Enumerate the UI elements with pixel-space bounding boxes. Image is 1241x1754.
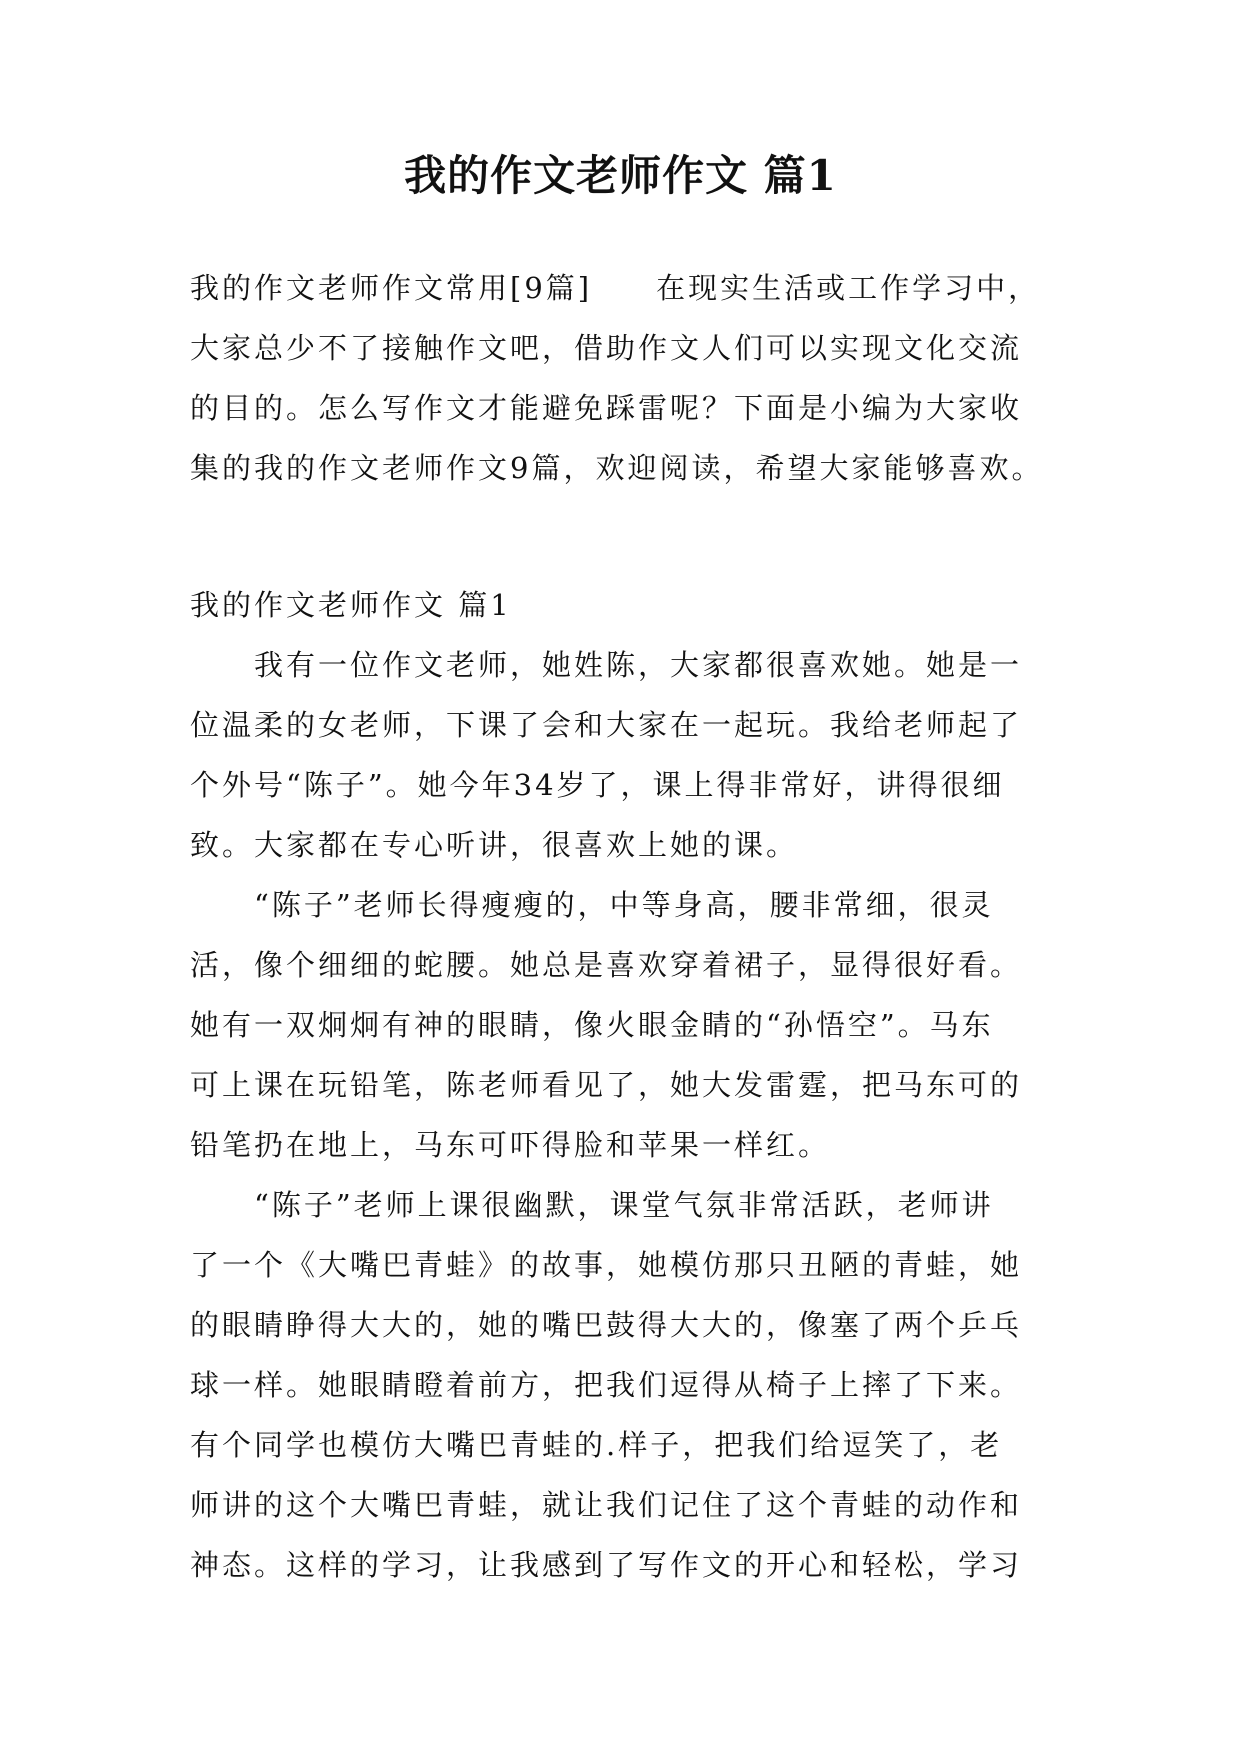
document-title: 我的作文老师作文 篇1 [404,151,837,200]
intro-line: 集的我的作文老师作文9篇，欢迎阅读，希望大家能够喜欢。 [190,451,1044,485]
intro-line: 的目的。怎么写作文才能避免踩雷呢？下面是小编为大家收 [190,391,1023,425]
article-line: 神态。这样的学习，让我感到了写作文的开心和轻松，学习 [190,1548,1023,1582]
section-heading: 我的作文老师作文 篇1 [190,588,512,622]
article-line: “陈子”老师长得瘦瘦的，中等身高，腰非常细，很灵 [254,888,994,922]
article-line: 活，像个细细的蛇腰。她总是喜欢穿着裙子，显得很好看。 [190,948,1023,982]
article-line: 铅笔扔在地上，马东可吓得脸和苹果一样红。 [190,1128,831,1162]
article-line: 了一个《大嘴巴青蛙》的故事，她模仿那只丑陋的青蛙，她 [190,1248,1023,1282]
intro-line: 大家总少不了接触作文吧，借助作文人们可以实现文化交流 [190,331,1023,365]
intro-line: 我的作文老师作文常用[9篇] 在现实生活或工作学习中， [190,271,1041,305]
article-line: 有个同学也模仿大嘴巴青蛙的.样子，把我们给逗笑了，老 [190,1428,1003,1462]
article-line: 我有一位作文老师，她姓陈，大家都很喜欢她。她是一 [254,648,1023,682]
article-line: 个外号“陈子”。她今年34岁了，课上得非常好，讲得很细 [190,768,1005,802]
article-line: 的眼睛睁得大大的，她的嘴巴鼓得大大的，像塞了两个乒乓 [190,1308,1023,1342]
article-line: 她有一双炯炯有神的眼睛，像火眼金睛的“孙悟空”。马东 [190,1008,994,1042]
article-line: 致。大家都在专心听讲，很喜欢上她的课。 [190,828,799,862]
article-line: 位温柔的女老师，下课了会和大家在一起玩。我给老师起了 [190,708,1023,742]
article-line: 可上课在玩铅笔，陈老师看见了，她大发雷霆，把马东可的 [190,1068,1023,1102]
article-line: 师讲的这个大嘴巴青蛙，就让我们记住了这个青蛙的动作和 [190,1488,1023,1522]
intro-paragraph [190,258,1070,498]
article-line: 球一样。她眼睛瞪着前方，把我们逗得从椅子上摔了下来。 [190,1368,1023,1402]
article-body [190,635,1070,1595]
article-line: “陈子”老师上课很幽默，课堂气氛非常活跃，老师讲 [254,1188,994,1222]
